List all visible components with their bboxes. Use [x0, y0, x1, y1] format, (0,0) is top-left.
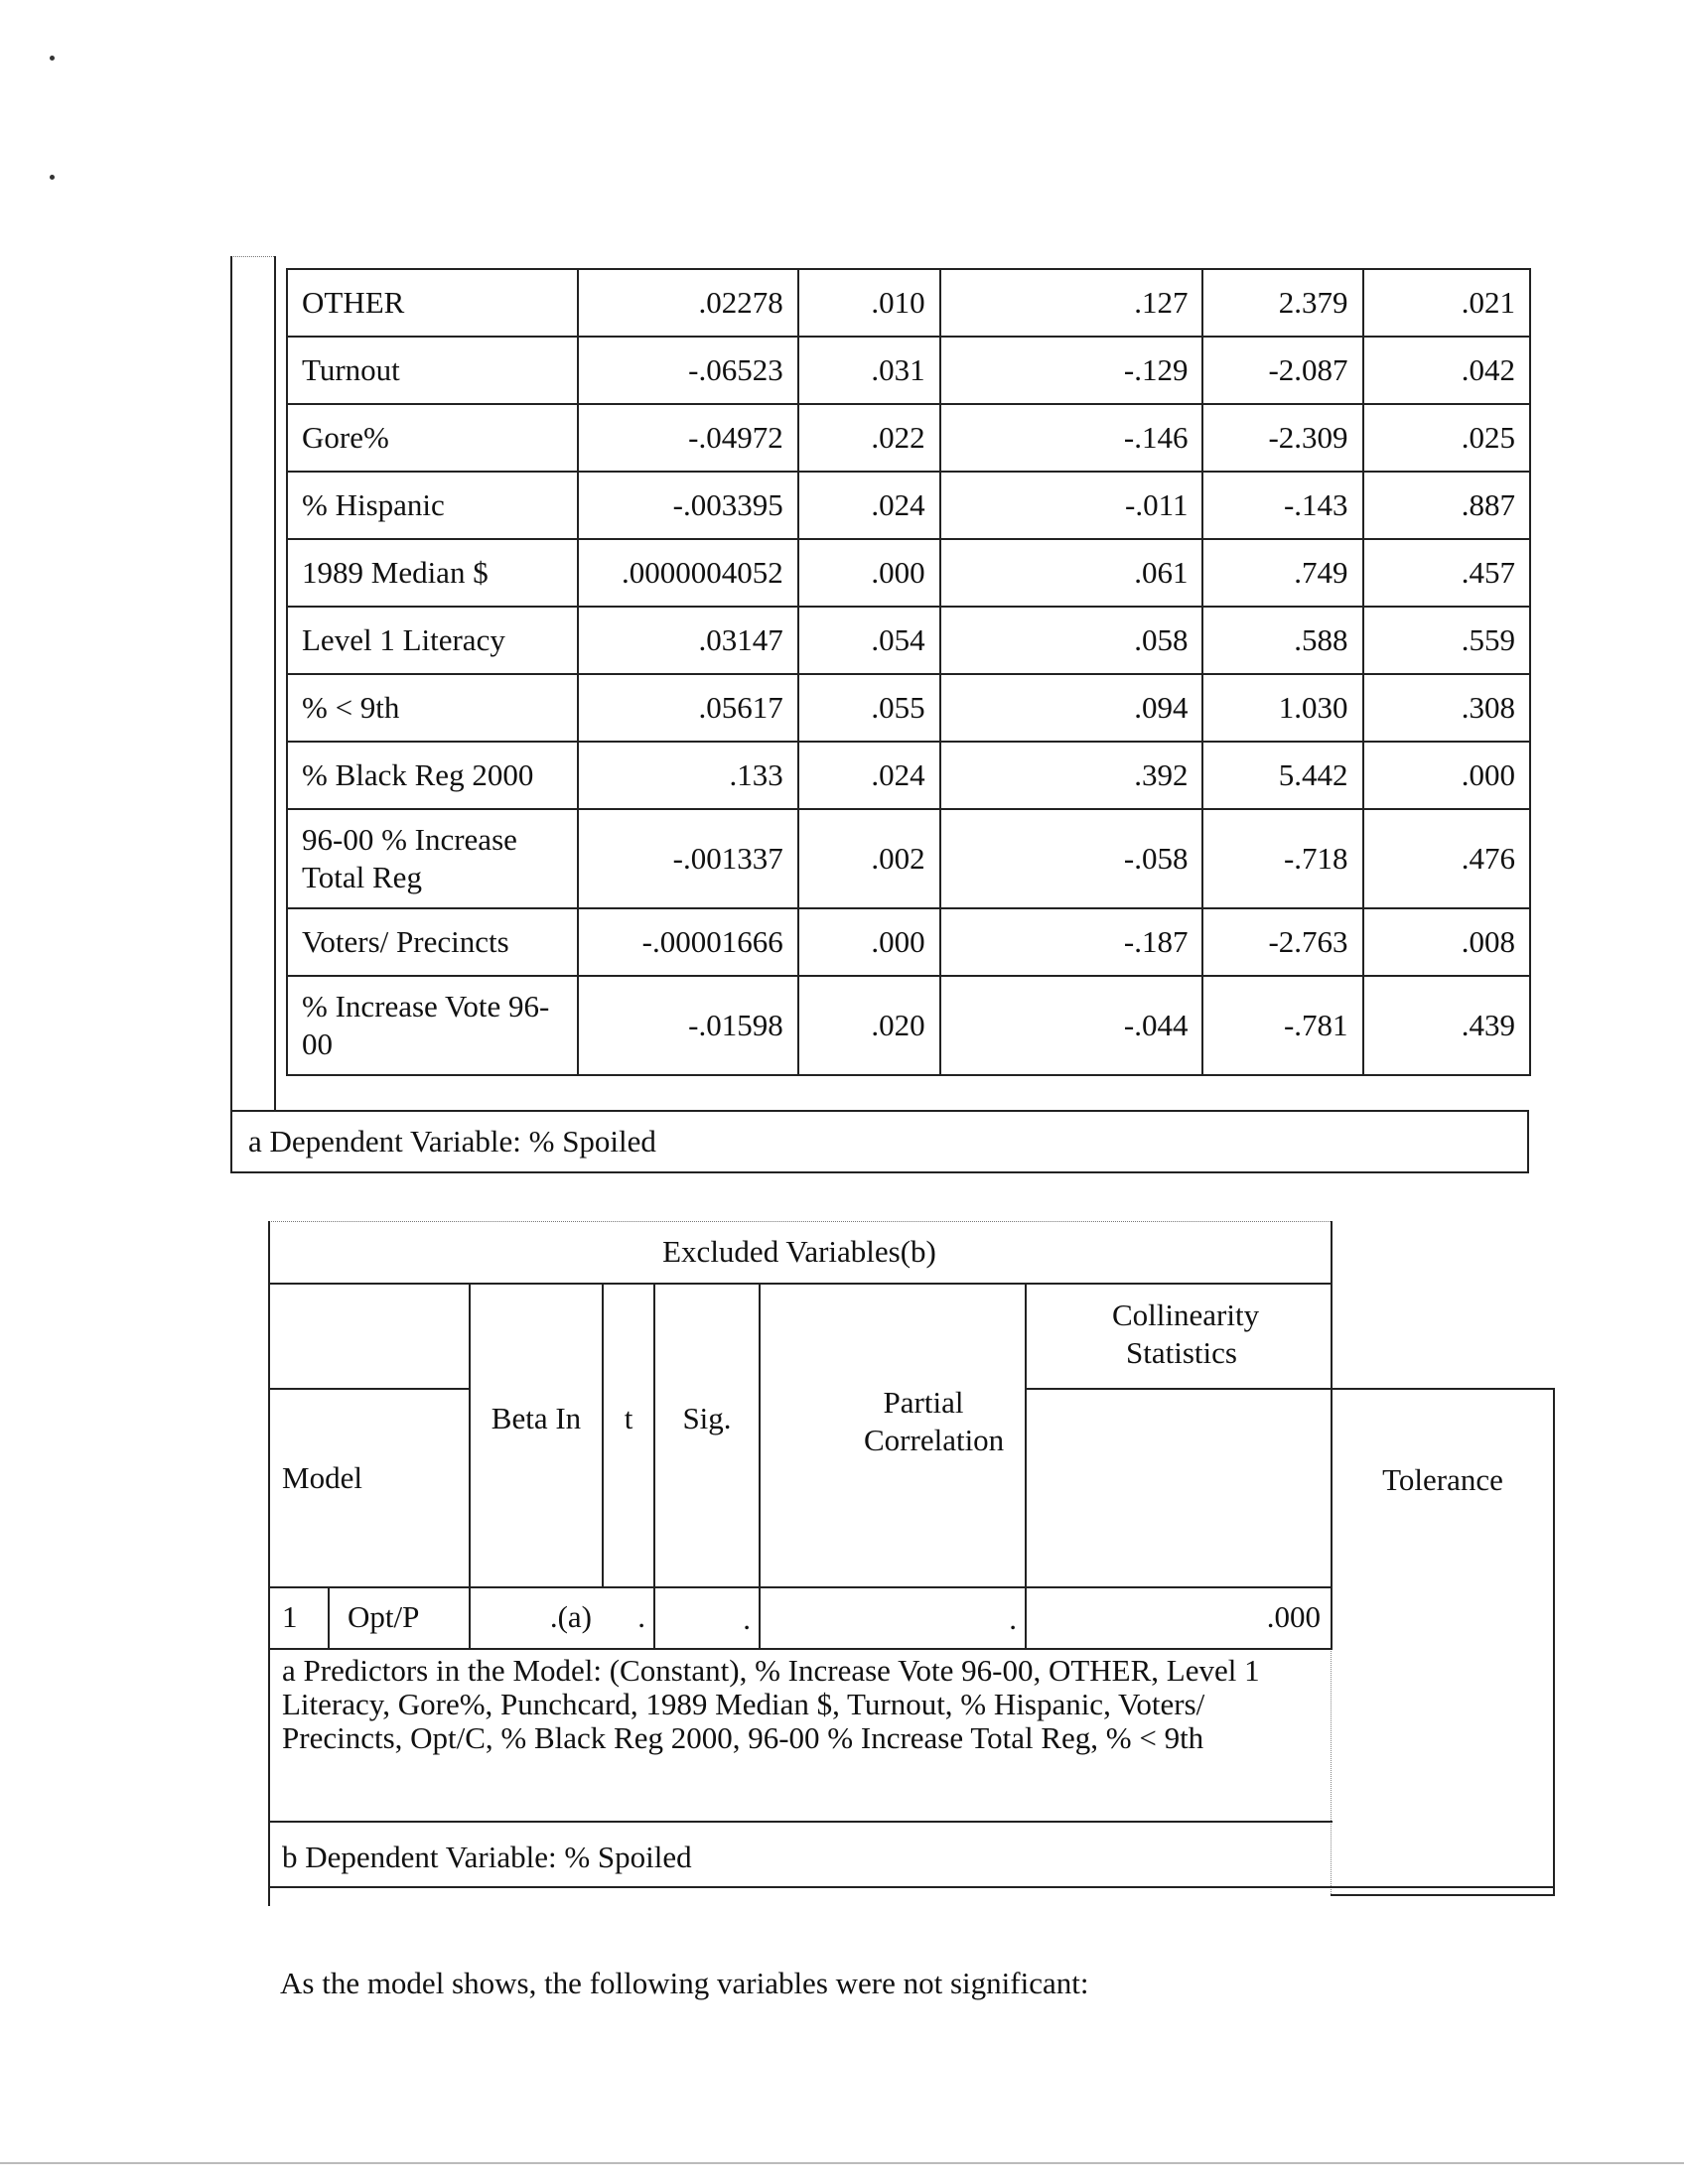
table-row — [287, 742, 1530, 809]
unstandardized-b: .02278 — [578, 269, 797, 337]
partial-correlation-header: Partial Correlation — [864, 1385, 1005, 1457]
standardized-beta: -.011 — [940, 472, 1203, 539]
t-value: 2.379 — [1202, 269, 1362, 337]
sig-value: .887 — [1363, 472, 1530, 539]
t-value: . — [637, 1599, 645, 1634]
table-row — [287, 337, 1530, 404]
table-row — [287, 539, 1530, 607]
std-error: .020 — [798, 976, 940, 1075]
excluded-variable-name: Opt/P — [348, 1599, 420, 1634]
standardized-beta: .058 — [940, 607, 1203, 674]
t-value: .749 — [1202, 539, 1362, 607]
unstandardized-b: -.01598 — [578, 976, 797, 1075]
standardized-beta: .061 — [940, 539, 1203, 607]
unstandardized-b: -.001337 — [578, 809, 797, 908]
closing-sentence: As the model shows, the following variables were not significant: — [280, 1966, 1089, 2000]
variable-label: % Black Reg 2000 — [287, 742, 578, 809]
scan-speck — [50, 175, 55, 180]
std-error: .054 — [798, 607, 940, 674]
unstandardized-b: .05617 — [578, 674, 797, 742]
standardized-beta: -.146 — [940, 404, 1203, 472]
table-row — [287, 809, 1530, 908]
table-row — [287, 674, 1530, 742]
variable-label: Voters/ Precincts — [287, 908, 578, 976]
unstandardized-b: .0000004052 — [578, 539, 797, 607]
scan-edge — [0, 2162, 1684, 2164]
variable-label: % Hispanic — [287, 472, 578, 539]
std-error: .022 — [798, 404, 940, 472]
coefficients-grid — [286, 268, 1531, 1076]
standardized-beta: .127 — [940, 269, 1203, 337]
unstandardized-b: .03147 — [578, 607, 797, 674]
sig-header: Sig. — [682, 1401, 732, 1435]
tolerance-header: Tolerance — [1382, 1462, 1503, 1497]
coefficients-table — [230, 256, 1531, 1177]
sig-value: . — [743, 1601, 751, 1636]
beta-in-header: Beta In — [491, 1401, 582, 1435]
sig-value: .042 — [1363, 337, 1530, 404]
scan-speck — [50, 56, 55, 61]
unstandardized-b: -.04972 — [578, 404, 797, 472]
unstandardized-b: -.003395 — [578, 472, 797, 539]
standardized-beta: .094 — [940, 674, 1203, 742]
excluded-footnote-b: b Dependent Variable: % Spoiled — [282, 1840, 692, 1874]
table-row — [287, 269, 1530, 337]
table-row — [287, 472, 1530, 539]
std-error: .024 — [798, 742, 940, 809]
std-error: .002 — [798, 809, 940, 908]
unstandardized-b: -.06523 — [578, 337, 797, 404]
variable-label: OTHER — [287, 269, 578, 337]
t-value: .588 — [1202, 607, 1362, 674]
table-row — [287, 607, 1530, 674]
standardized-beta: -.187 — [940, 908, 1203, 976]
std-error: .055 — [798, 674, 940, 742]
table-row — [287, 404, 1530, 472]
unstandardized-b: -.00001666 — [578, 908, 797, 976]
std-error: .024 — [798, 472, 940, 539]
sig-value: .308 — [1363, 674, 1530, 742]
t-value: -2.763 — [1202, 908, 1362, 976]
std-error: .031 — [798, 337, 940, 404]
variable-label: % < 9th — [287, 674, 578, 742]
t-value: -.718 — [1202, 809, 1362, 908]
sig-value: .476 — [1363, 809, 1530, 908]
t-value: 1.030 — [1202, 674, 1362, 742]
collinearity-header: Collinearity Statistics — [1112, 1297, 1260, 1370]
standardized-beta: -.058 — [940, 809, 1203, 908]
variable-label: Turnout — [287, 337, 578, 404]
t-value: -2.087 — [1202, 337, 1362, 404]
model-number: 1 — [282, 1599, 298, 1634]
t-value: -.143 — [1202, 472, 1362, 539]
partial-correlation-value: . — [1009, 1601, 1017, 1636]
variable-label: 96-00 % Increase Total Reg — [287, 809, 578, 908]
coefficients-footnote: a Dependent Variable: % Spoiled — [230, 1110, 1529, 1173]
table-row — [287, 976, 1530, 1075]
t-value: -2.309 — [1202, 404, 1362, 472]
variable-label: Gore% — [287, 404, 578, 472]
sig-value: .021 — [1363, 269, 1530, 337]
t-value: 5.442 — [1202, 742, 1362, 809]
table-row — [287, 908, 1530, 976]
variable-label: Level 1 Literacy — [287, 607, 578, 674]
std-error: .000 — [798, 908, 940, 976]
standardized-beta: .392 — [940, 742, 1203, 809]
t-value: -.781 — [1202, 976, 1362, 1075]
sig-value: .025 — [1363, 404, 1530, 472]
sig-value: .008 — [1363, 908, 1530, 976]
std-error: .010 — [798, 269, 940, 337]
tolerance-value: .000 — [1266, 1599, 1321, 1634]
standardized-beta: -.129 — [940, 337, 1203, 404]
beta-in-value: .(a) — [549, 1599, 592, 1634]
excluded-variables-table — [268, 1221, 1503, 1916]
t-header: t — [624, 1401, 633, 1435]
std-error: .000 — [798, 539, 940, 607]
excluded-footnote-a: a Predictors in the Model: (Constant), % Increase Vote 96-00, OTHER, Level 1 Literacy, Gore%, Punchcard, 1989 Median $, Turnout, % Hispanic, Voters/ Precincts, Opt/C, % Black Reg 2000, 96-00 % Increase Total Reg, % < 9th — [282, 1653, 1260, 1755]
sig-value: .439 — [1363, 976, 1530, 1075]
variable-label: 1989 Median $ — [287, 539, 578, 607]
model-header: Model — [282, 1460, 362, 1495]
variable-label: % Increase Vote 96-00 — [287, 976, 578, 1075]
excluded-title: Excluded Variables(b) — [662, 1234, 936, 1269]
sig-value: .457 — [1363, 539, 1530, 607]
unstandardized-b: .133 — [578, 742, 797, 809]
sig-value: .559 — [1363, 607, 1530, 674]
standardized-beta: -.044 — [940, 976, 1203, 1075]
sig-value: .000 — [1363, 742, 1530, 809]
